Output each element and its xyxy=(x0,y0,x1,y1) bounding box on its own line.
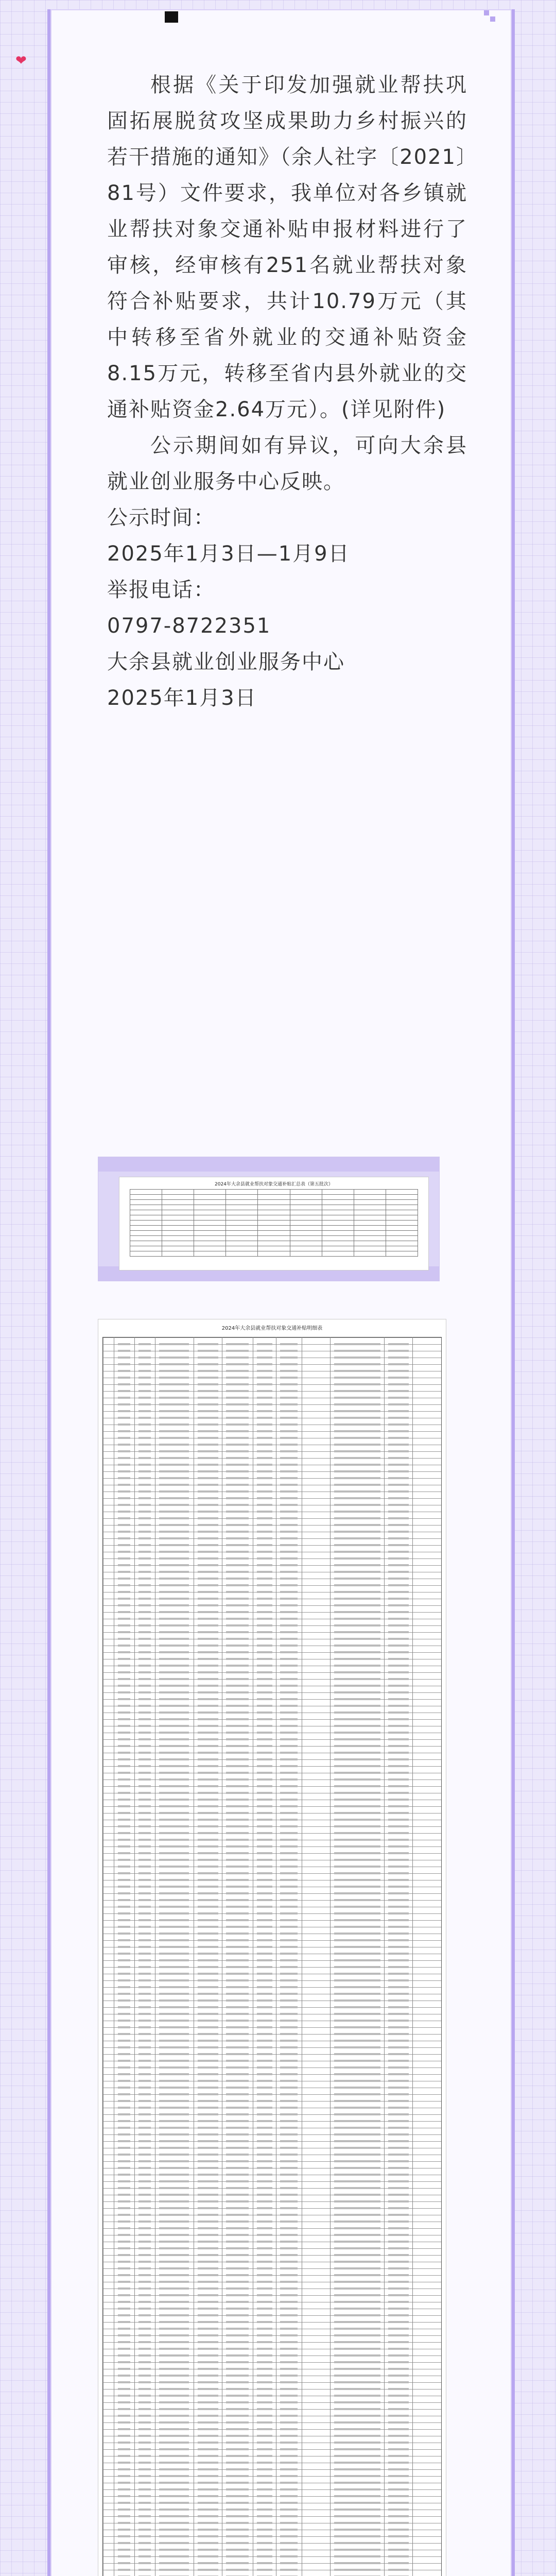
notice-body xyxy=(107,67,467,716)
report-phone-value: 0797-8722351 xyxy=(107,614,271,638)
detail-table-title: 2024年大余县就业帮扶对象交通补贴明细表 xyxy=(221,1326,323,1331)
notice-paragraph-main: 根据《关于印发加强就业帮扶巩固拓展脱贫攻坚成果助力乡村振兴的若干措施的通知》（余人社字〔2021〕81号）文件要求，我单位对各乡镇就业帮扶对象交通补贴申报材料进行了审核，经审核有251名就业帮扶对象符合补贴要求，共计10.79万元（其中转移至省外就业的交通补贴资金8.15万元，转移至省内县外就业的交通补贴资金2.64万元）。(详见附件) xyxy=(107,73,467,421)
blurred-text-column xyxy=(138,1343,151,2576)
issue-date: 2025年1月3日 xyxy=(107,686,257,710)
grid-column-line xyxy=(412,1337,413,2576)
summary-sheet xyxy=(119,1177,429,1270)
image-strip xyxy=(98,1157,439,1172)
publicity-period-label: 公示时间： xyxy=(107,506,215,530)
publicity-period-value: 2025年1月3日—1月9日 xyxy=(107,542,350,566)
blurred-text-column xyxy=(388,1343,409,2576)
blurred-text-column xyxy=(198,1343,218,2576)
summary-table-title: 2024年大余县就业帮扶对象交通补贴汇总表（第五批次） xyxy=(215,1182,333,1187)
pixel-corner-decoration xyxy=(490,16,495,22)
grid-column-line xyxy=(384,1337,385,2576)
blurred-text-column xyxy=(118,1343,130,2576)
grid-column-line xyxy=(134,1337,135,2576)
pixel-corner-decoration xyxy=(484,10,489,15)
blurred-text-column xyxy=(159,1343,189,2576)
detail-table-image xyxy=(98,1319,446,2576)
grid-column-line xyxy=(330,1337,331,2576)
report-phone-label: 举报电话： xyxy=(107,578,215,602)
notice-paragraph-objection: 公示期间如有异议，可向大余县就业创业服务中心反映。 xyxy=(107,434,467,494)
summary-table-image xyxy=(98,1157,440,1281)
blurred-text-column xyxy=(280,1343,298,2576)
blurred-text-column xyxy=(226,1343,249,2576)
heart-icon: ❤ xyxy=(15,53,27,69)
top-tab-marker xyxy=(165,11,178,23)
blurred-text-column xyxy=(257,1343,272,2576)
summary-table-grid xyxy=(130,1189,418,1257)
issuing-organization: 大余县就业创业服务中心 xyxy=(107,650,345,674)
blurred-text-column xyxy=(334,1343,380,2576)
